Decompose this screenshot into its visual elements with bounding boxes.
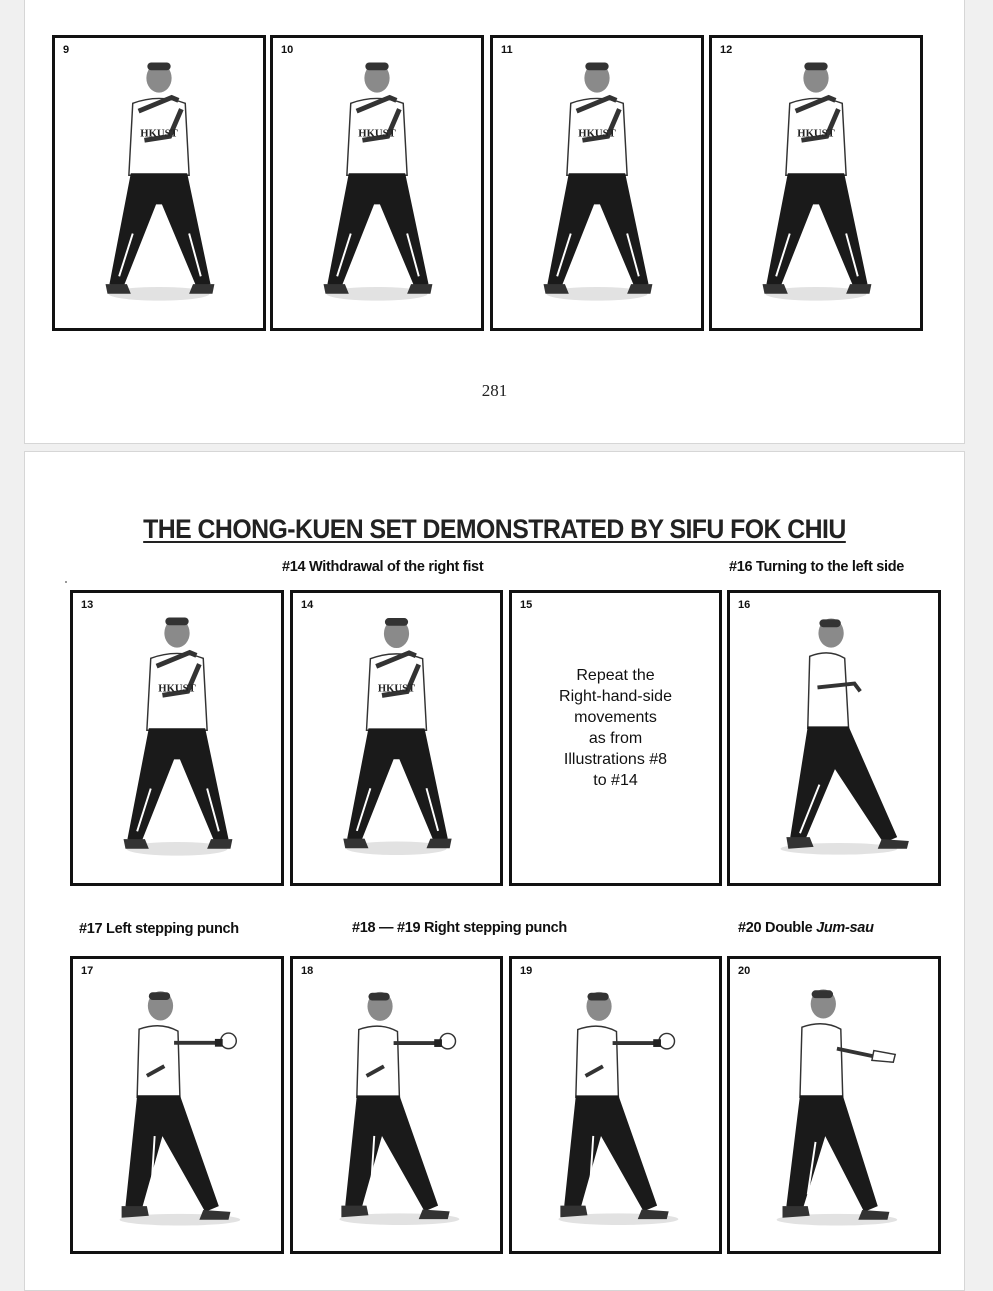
caption-16: #16 Turning to the left side bbox=[729, 559, 905, 575]
illustration-panel-13 bbox=[70, 590, 284, 886]
instruction-line: movements bbox=[574, 709, 657, 726]
figure-front-stance bbox=[273, 38, 481, 328]
document-page-281 bbox=[24, 0, 965, 444]
figure-side-stance bbox=[730, 593, 938, 883]
svg-text:HKUST: HKUST bbox=[578, 127, 616, 140]
caption-20-term: Jum-sau bbox=[816, 920, 874, 936]
figure-front-stance bbox=[493, 38, 701, 328]
illustration-panel-14 bbox=[290, 590, 503, 886]
instruction-line: as from bbox=[588, 730, 643, 747]
caption-18-19: #18 — #19 Right stepping punch bbox=[352, 920, 567, 936]
svg-text:HKUST: HKUST bbox=[797, 127, 835, 140]
page-number: 281 bbox=[481, 381, 508, 400]
figure-stepping-punch bbox=[293, 959, 500, 1251]
caption-17: #17 Left stepping punch bbox=[79, 921, 239, 937]
figure-front-stance bbox=[712, 38, 920, 328]
svg-text:HKUST: HKUST bbox=[377, 683, 416, 695]
figure-front-stance bbox=[73, 593, 281, 883]
caption-14: #14 Withdrawal of the right fist bbox=[282, 559, 484, 575]
panel-number: 11 bbox=[501, 44, 513, 56]
panel-number: 13 bbox=[81, 599, 94, 611]
figure-double-palm bbox=[730, 959, 938, 1251]
illustration-panel-9 bbox=[52, 35, 266, 331]
svg-text:HKUST: HKUST bbox=[358, 127, 396, 140]
panel-number: 17 bbox=[81, 965, 94, 977]
illustration-panel-18 bbox=[290, 956, 503, 1254]
instruction-line: Repeat the bbox=[576, 667, 655, 684]
illustration-panel-19 bbox=[509, 956, 722, 1254]
figure-stepping-punch bbox=[73, 959, 281, 1251]
svg-text:HKUST: HKUST bbox=[158, 682, 196, 695]
illustration-panel-20 bbox=[727, 956, 941, 1254]
repeat-instructions bbox=[512, 665, 719, 791]
panel-number: 18 bbox=[301, 965, 314, 977]
illustration-panel-11 bbox=[490, 35, 704, 331]
page-title: THE CHONG-KUEN SET DEMONSTRATED BY SIFU FOK CHIU bbox=[143, 514, 846, 544]
caption-20 bbox=[738, 920, 874, 936]
panel-number: 10 bbox=[281, 44, 294, 56]
panel-number: 12 bbox=[720, 44, 733, 56]
panel-number: 20 bbox=[738, 965, 751, 977]
caption-20-prefix: #20 Double bbox=[738, 920, 817, 936]
illustration-panel-17 bbox=[70, 956, 284, 1254]
figure-front-stance bbox=[293, 593, 500, 883]
panel-number: 16 bbox=[738, 599, 751, 611]
panel-number: 15 bbox=[520, 599, 533, 611]
panel-number: 9 bbox=[63, 44, 70, 56]
figure-stepping-punch bbox=[512, 959, 719, 1251]
document-page bbox=[24, 451, 965, 1291]
illustration-panel-16 bbox=[727, 590, 941, 886]
panel-number: 19 bbox=[520, 965, 533, 977]
panel-number: 14 bbox=[301, 599, 314, 611]
figure-front-stance bbox=[55, 38, 263, 328]
instruction-line: Right-hand-side bbox=[559, 688, 672, 705]
instruction-line: Illustrations #8 bbox=[563, 751, 668, 768]
illustration-panel-15 bbox=[509, 590, 722, 886]
illustration-panel-10 bbox=[270, 35, 484, 331]
instruction-line: to #14 bbox=[593, 772, 638, 789]
stray-mark bbox=[65, 581, 67, 583]
svg-text:HKUST: HKUST bbox=[140, 127, 178, 140]
illustration-panel-12 bbox=[709, 35, 923, 331]
